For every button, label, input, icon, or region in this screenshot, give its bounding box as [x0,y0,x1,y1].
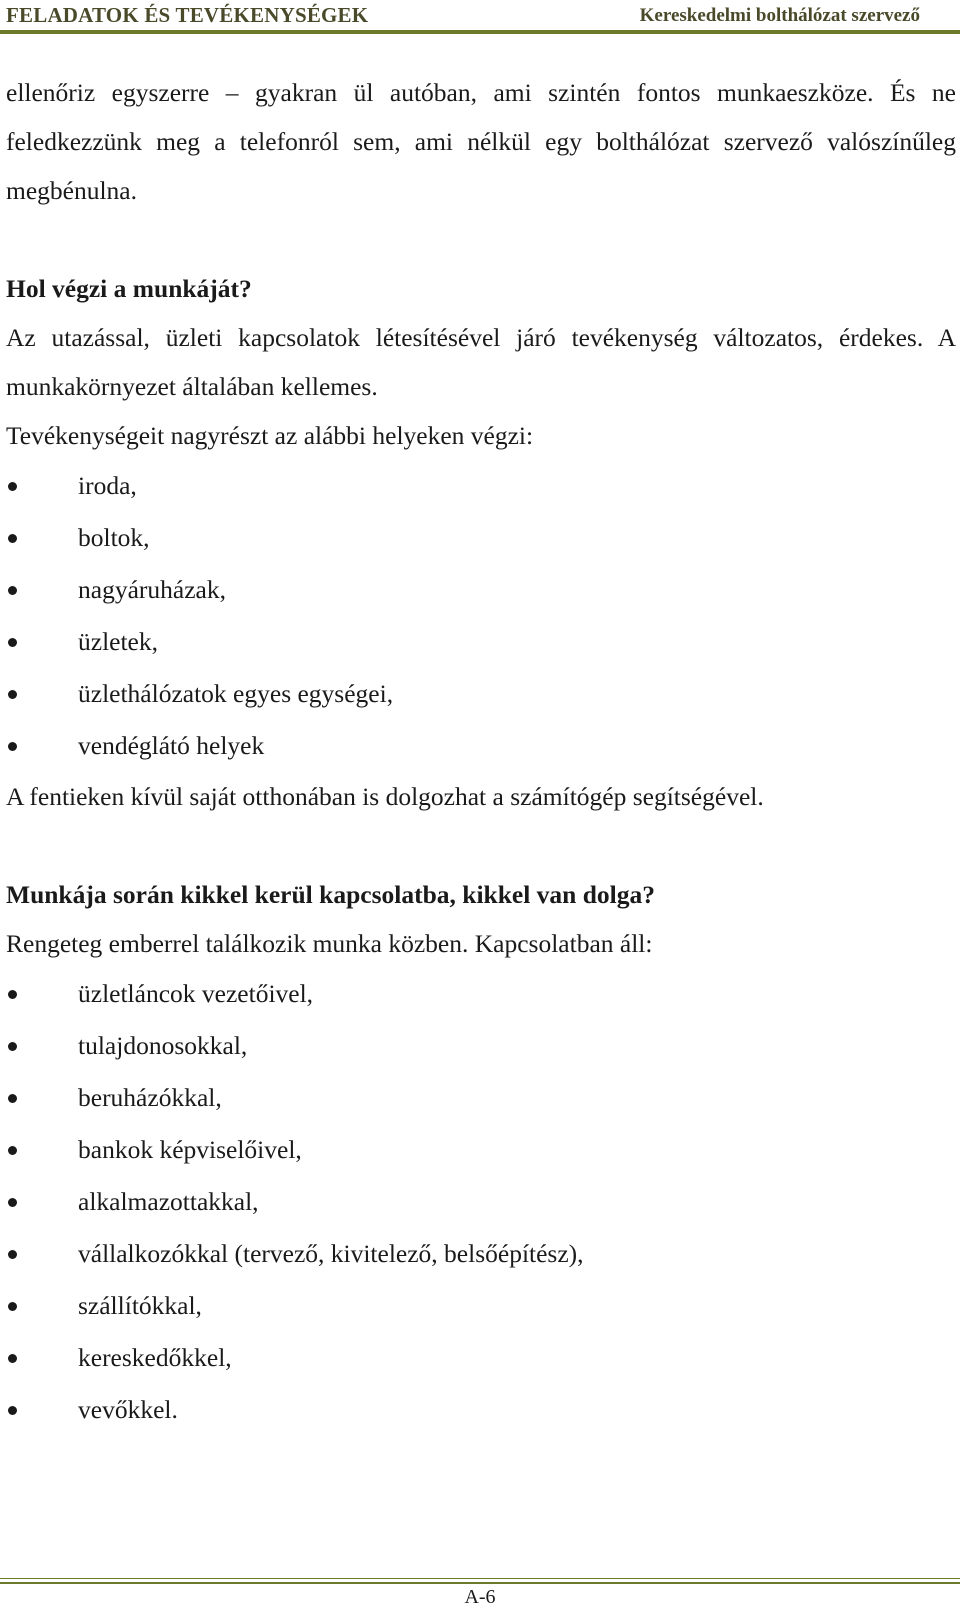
list-item-label: boltok, [78,523,150,552]
workplace-closing: A fentieken kívül saját otthonában is dolgozhat a számítógép segítségével. [6,782,764,811]
list-item [6,1176,956,1228]
bullet-icon [8,1354,17,1363]
list-item-label: vendéglátó helyek [78,731,265,760]
list-item-label: bankok képviselőivel, [78,1135,302,1164]
page-body [6,68,956,1436]
bullet-icon [8,1406,17,1415]
contacts-list [6,968,956,1436]
list-item [6,460,956,512]
bullet-icon [8,1198,17,1207]
list-item [6,1228,956,1280]
list-item [6,1332,956,1384]
list-item-label: vevőkkel. [78,1395,178,1424]
bullet-icon [8,1250,17,1259]
list-item [6,1384,956,1436]
workplace-list-intro: Tevékenységeit nagyrészt az alábbi helyeken végzi: [6,421,534,450]
section-heading-contacts: Munkája során kikkel kerül kapcsolatba, kikkel van dolga? [6,880,655,909]
footer-divider-thick [0,1582,960,1584]
list-item-label: alkalmazottakkal, [78,1187,259,1216]
bullet-icon [8,1302,17,1311]
list-item-label: üzletek, [78,627,158,656]
section-heading-workplace: Hol végzi a munkáját? [6,274,252,303]
bullet-icon [8,690,17,699]
workplace-paragraph: Az utazással, üzleti kapcsolatok létesítésével járó tevékenység változatos, érdekes. A munkakörnyezet általában kellemes. [6,323,956,401]
header-section-title: FELADATOK ÉS TEVÉKENYSÉGEK [6,3,369,27]
list-item-label: üzlethálózatok egyes egységei, [78,679,394,708]
list-item-label: vállalkozókkal (tervező, kivitelező, belsőépítész), [78,1239,584,1268]
footer-divider [0,1578,960,1579]
list-item-label: nagyáruházak, [78,575,226,604]
list-item [6,1280,956,1332]
contacts-list-intro: Rengeteg emberrel találkozik munka közben. Kapcsolatban áll: [6,929,653,958]
list-item [6,1072,956,1124]
list-item [6,1020,956,1072]
page-header [6,0,950,30]
header-divider [0,30,960,34]
list-item-label: iroda, [78,471,137,500]
list-item [6,668,956,720]
bullet-icon [8,586,17,595]
header-document-title: Kereskedelmi bolthálózat szervező [639,5,920,26]
bullet-icon [8,742,17,751]
intro-paragraph: ellenőriz egyszerre – gyakran ül autóban, ami szintén fontos munkaeszköze. És ne feledkezzünk meg a telefonról sem, ami nélkül egy bolthálózat szervező valószínűleg megbénulna. [6,78,956,205]
spacer [6,821,956,870]
spacer [6,215,956,264]
bullet-icon [8,638,17,647]
page-number: A-6 [464,1586,496,1608]
list-item-label: tulajdonosokkal, [78,1031,248,1060]
list-item [6,616,956,668]
bullet-icon [8,534,17,543]
list-item [6,1124,956,1176]
list-item [6,968,956,1020]
bullet-icon [8,1146,17,1155]
bullet-icon [8,1042,17,1051]
list-item [6,564,956,616]
list-item-label: szállítókkal, [78,1291,202,1320]
list-item-label: beruházókkal, [78,1083,222,1112]
bullet-icon [8,990,17,999]
list-item [6,512,956,564]
list-item-label: kereskedőkkel, [78,1343,232,1372]
list-item [6,720,956,772]
bullet-icon [8,482,17,491]
list-item-label: üzletláncok vezetőivel, [78,979,314,1008]
bullet-icon [8,1094,17,1103]
workplace-list [6,460,956,772]
